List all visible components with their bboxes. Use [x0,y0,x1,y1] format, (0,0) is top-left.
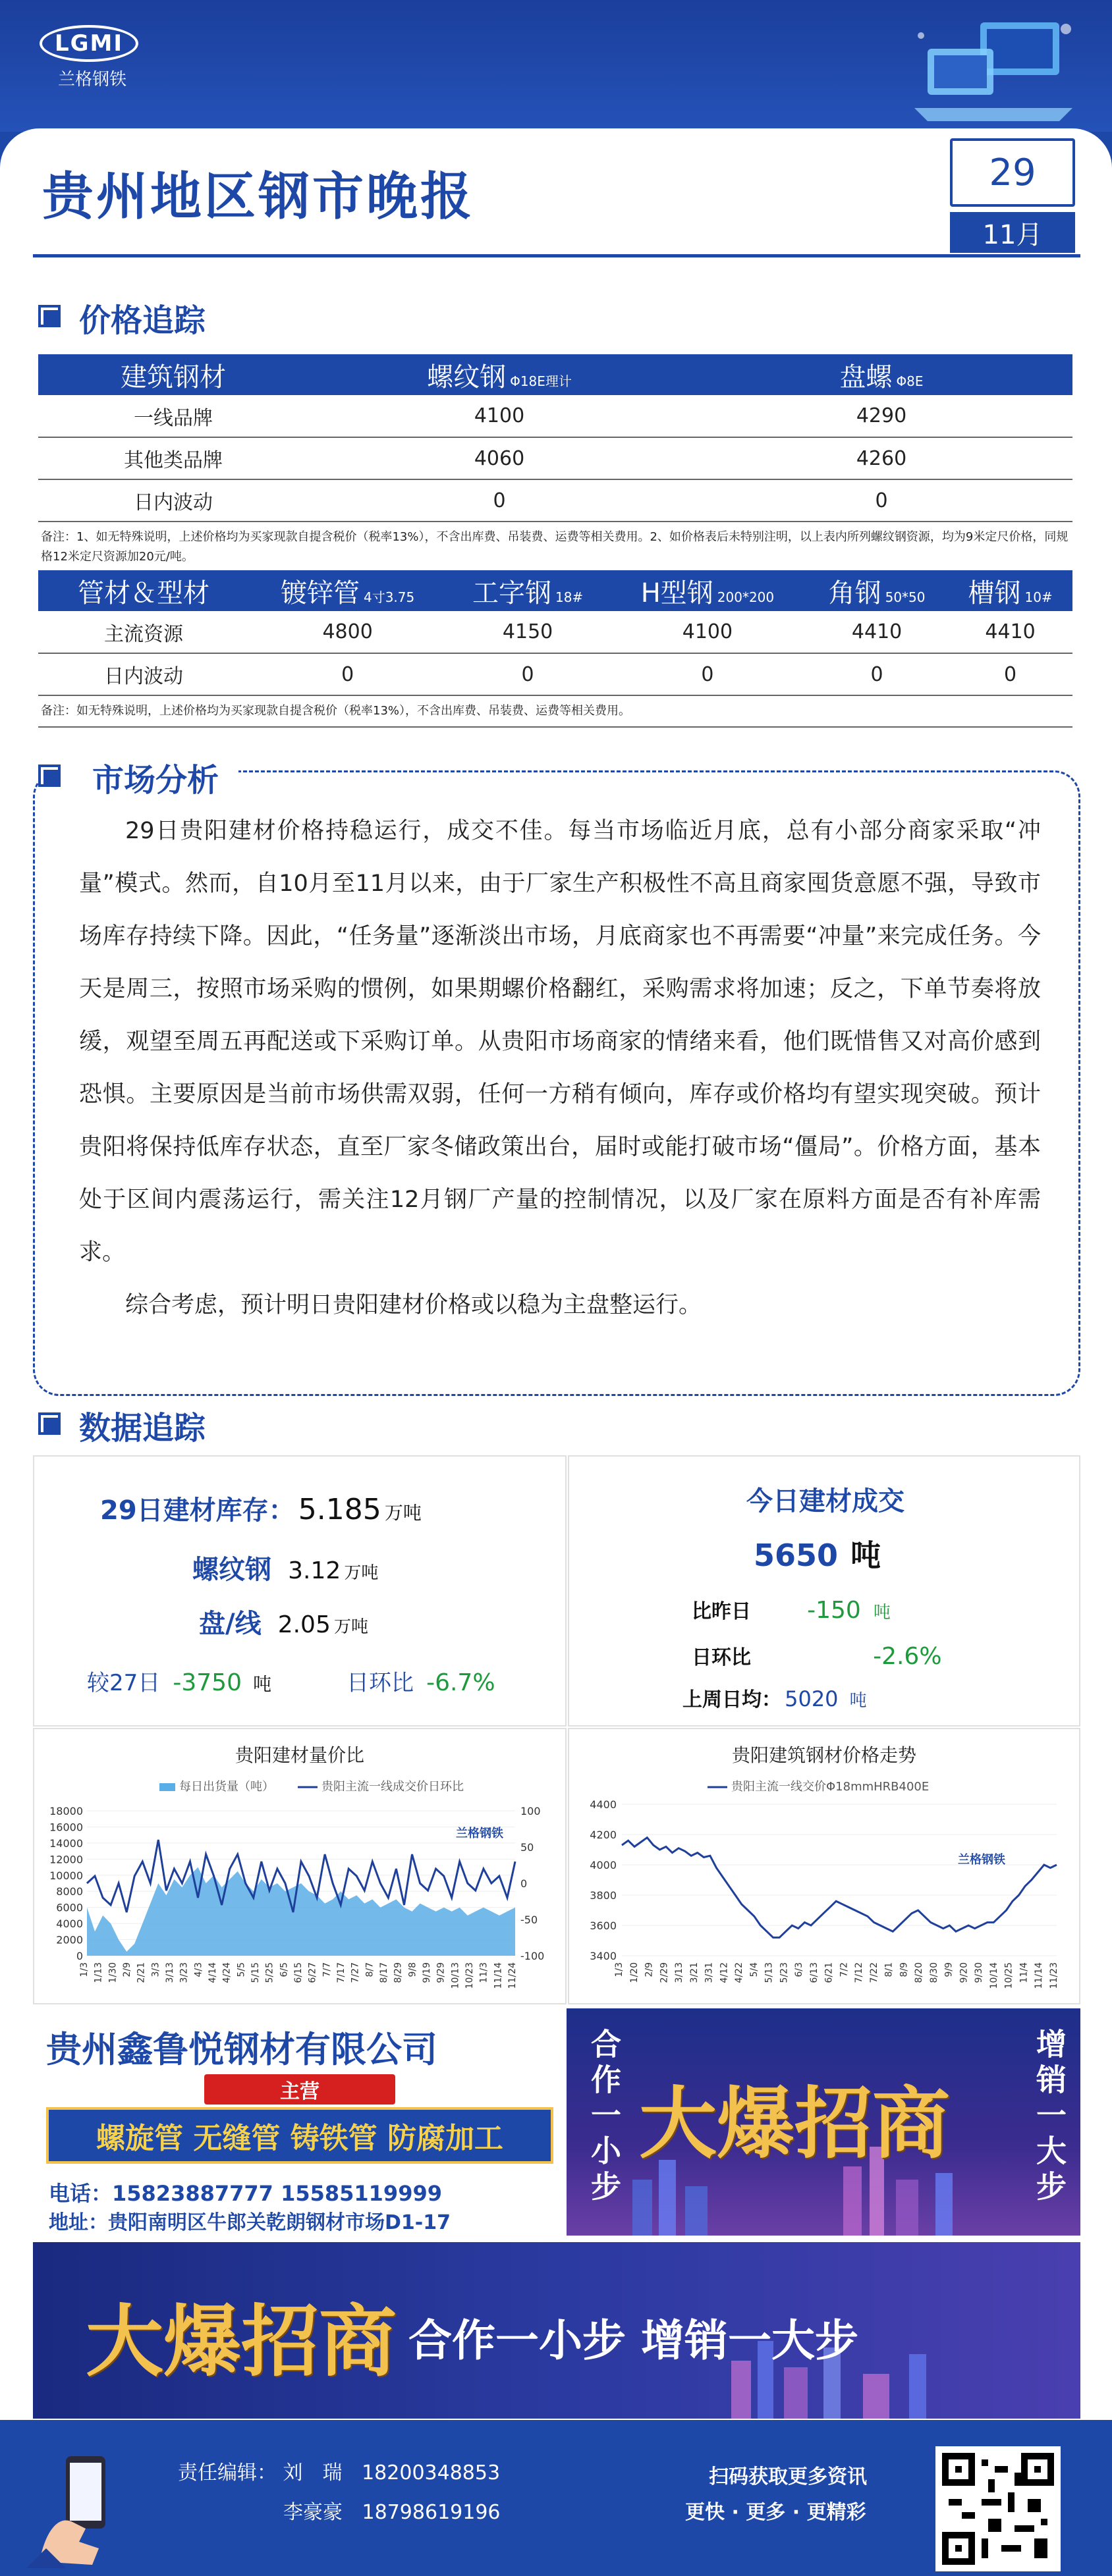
table1-note: 备注：1、如无特殊说明，上述价格均为买家现款自提含税价（税率13%），不含出库费、吊装费、运费等相关费用。2、如价格表后未特别注明，以上表内所列螺纹钢资源，均为9米定尺价格，同规格12米定尺资源加20元/吨。 [38,522,1072,574]
x-tick-label: 5/15 [250,1962,261,1983]
t1-head-c1: 螺纹钢 Φ18E理计 [427,362,572,392]
date-badge [950,138,1075,257]
logo-cn: 兰格钢铁 [57,70,126,90]
y-tick-label: 14000 [49,1837,83,1850]
x-tick-label: 7/22 [868,1962,879,1983]
date-month: 11月 [950,212,1075,253]
volume-price-chart-panel [33,1728,567,2004]
x-tick-label: 3/13 [165,1962,175,1983]
legend-swatch-volume [159,1783,175,1791]
row-label: 日内波动 [38,479,308,522]
x-tick-label: 8/1 [883,1962,895,1977]
title-divider [33,254,1080,257]
t2-head-2: 工字钢 18# [472,577,584,608]
products-banner: 螺旋管 无缝管 铸铁管 防腐加工 [46,2107,553,2164]
row-label: 其他类品牌 [38,437,308,479]
table-row [38,479,1072,522]
x-tick-label: 9/9 [943,1962,955,1977]
analysis-title: 市场分析 [92,762,219,799]
trade-week-avg: 上周日均： 5020 吨 [682,1686,867,1711]
x-tick-label: 8/29 [393,1962,404,1983]
x-tick-label: 10/14 [988,1962,999,1989]
company-ad-left [33,2008,567,2236]
cell: 0 [609,653,806,695]
t2-head-5: 槽钢 10# [968,577,1053,608]
x-tick-label: 11/3 [478,1962,489,1983]
inventory-panel [33,1455,567,1727]
analysis-paragraph: 29日贵阳建材价格持稳运行，成交不佳。每当市场临近月底，总有小部分商家采取“冲量”模式。然而，自10月至11月以来，由于厂家生产积极性不高且商家囤货意愿不强，导致市场库存持续下降。因此，“任务量”逐渐淡出市场，月底商家也不再需要“冲量”来完成任务。今天是周三，按照市场采购的惯例，如果期螺价格翻红，采购需求将加速；反之，下单节奏将放缓，观望至周五再配送或下采购订单。从贵阳市场商家的情绪来看，他们既惜售又对高价感到恐惧。主要原因是当前市场供需双弱，任何一方稍有倾向，库存或价格均有望实现突破。预计贵阳将保持低库存状态，直至厂家冬储政策出台，届时或能打破市场“僵局”。价格方面，基本处于区间内震荡运行，需关注12月钢厂产量的控制情况，以及厂家在原料方面是否有补库需求。 [79,818,1041,1266]
qr-pattern [942,2453,1054,2565]
company-name: 贵州鑫鲁悦钢材有限公司 [46,2029,437,2070]
x-tick-label: 6/13 [808,1962,820,1983]
computer-illustration-icon [901,9,1086,128]
y2-tick-label: 50 [520,1841,534,1854]
legend-label: 贵阳主流一线成交价日环比 [321,1780,464,1794]
company-phone: 电话：15823887777 15585119999 [49,2181,442,2206]
price-trend-chart [569,1758,1082,2002]
inventory-total: 29日建材库存： 5.185 万吨 [100,1493,422,1526]
x-tick-label: 8/20 [914,1962,925,1983]
y-tick-label: 18000 [49,1805,83,1817]
table-row [38,653,1072,695]
x-tick-label: 1/3 [79,1962,90,1977]
x-tick-label: 8/30 [928,1962,939,1983]
page-title: 贵州地区钢市晚报 [42,167,475,227]
x-tick-label: 3/23 [179,1962,190,1983]
trade-vs-yesterday: 比昨日 -150 吨 [692,1597,891,1624]
y-tick-label: 3800 [590,1889,617,1902]
cell: 4100 [609,611,806,653]
table-row [38,611,1072,653]
banner-slogan-big: 大爆招商 [86,2295,397,2387]
y-tick-label: 2000 [56,1933,83,1946]
brand-logo [40,25,145,91]
x-tick-label: 11/24 [507,1962,518,1989]
y-tick-label: 4200 [590,1829,617,1841]
x-tick-label: 7/2 [839,1962,850,1977]
qr-caption-1: 扫码获取更多资讯 [709,2465,867,2488]
trade-volume: 5650 吨 [754,1538,881,1573]
x-tick-label: 5/23 [779,1962,790,1983]
x-tick-label: 5/5 [236,1962,247,1977]
x-tick-label: 3/13 [674,1962,685,1983]
t1-head-c0: 建筑钢材 [121,362,226,392]
x-tick-label: 4/3 [193,1962,204,1977]
slogan-right: 增销一大步 [1032,2028,1067,2206]
x-tick-label: 9/20 [959,1962,970,1983]
inventory-coil: 盘/线 2.05 万吨 [199,1609,368,1639]
x-tick-label: 7/12 [854,1962,865,1983]
t2-head-0: 管材＆型材 [78,577,209,608]
inventory-dod: 日环比 -6.7% [347,1669,495,1696]
x-tick-label: 8/17 [379,1962,389,1983]
main-business-badge: 主营 [204,2074,395,2105]
y-tick-label: 3400 [590,1950,617,1962]
x-tick-label: 1/30 [107,1962,119,1983]
x-tick-label: 10/23 [464,1962,475,1989]
x-tick-label: 3/3 [150,1962,161,1977]
rebar-change: 0 [308,479,690,522]
slogan-big: 大爆招商 [639,2078,951,2169]
y-tick-label: 0 [76,1950,83,1962]
x-tick-label: 6/3 [794,1962,805,1977]
x-tick-label: 6/27 [307,1962,318,1983]
x-tick-label: 1/13 [93,1962,104,1983]
x-tick-label: 9/29 [435,1962,447,1983]
x-tick-label: 7/17 [336,1962,347,1983]
x-tick-label: 11/23 [1049,1962,1059,1989]
table2-note: 备注：如无特殊说明，上述价格均为买家现款自提含税价（税率13%），不含出库费、吊装费、运费等相关费用。 [38,696,1072,728]
x-tick-label: 8/9 [899,1962,910,1977]
trade-panel [568,1455,1080,1727]
qr-code-icon[interactable] [935,2446,1061,2571]
section-square-icon [38,1412,65,1439]
section-square-icon [38,305,65,331]
qr-caption-2: 更快 · 更多 · 更精彩 [685,2501,866,2524]
t1-head-c2: 盘螺 Φ8E [839,362,924,392]
y-tick-label: 4000 [590,1859,617,1871]
coil-price: 4260 [690,437,1072,479]
watermark-logo: 兰格钢铁 [958,1853,1005,1867]
x-tick-label: 3/31 [704,1962,715,1983]
x-tick-label: 2/9 [122,1962,132,1977]
x-tick-label: 4/12 [719,1962,730,1983]
analysis-conclusion: 综合考虑，预计明日贵阳建材价格或以稳为主盘整运行。 [125,1292,702,1318]
legend-label: 每日出货量（吨） [179,1780,274,1794]
cell: 4150 [446,611,609,653]
table-row [38,395,1072,437]
data-section-title: 数据追踪 [79,1410,206,1447]
x-tick-label: 6/21 [823,1962,835,1983]
row-label: 一线品牌 [38,395,308,437]
recruit-ad [567,2008,1080,2236]
y2-tick-label: -100 [520,1950,545,1962]
t2-head-3: H型钢 200*200 [640,577,775,608]
data-section-header [38,1403,206,1448]
x-tick-label: 2/29 [659,1962,670,1983]
chart1-title: 贵阳建材量价比 [235,1744,364,1766]
x-tick-label: 11/14 [493,1962,504,1989]
x-tick-label: 4/24 [221,1962,233,1983]
price-table-1 [38,354,1072,574]
cell: 0 [806,653,948,695]
rebar-price: 4100 [308,395,690,437]
y-tick-label: 6000 [56,1901,83,1914]
x-tick-label: 5/25 [264,1962,275,1983]
price-section-title: 价格追踪 [79,302,206,339]
cell: 4800 [249,611,446,653]
section-square-icon [38,765,65,791]
analysis-body [79,805,1041,1331]
phone-hand-icon [26,2450,138,2568]
watermark-logo: 兰格钢铁 [456,1827,503,1840]
x-tick-label: 2/21 [136,1962,147,1983]
company-ad[interactable] [33,2008,1080,2236]
y-tick-label: 3600 [590,1919,617,1932]
cell: 4410 [806,611,948,653]
row-label: 主流资源 [38,611,249,653]
x-tick-label: 4/14 [208,1962,218,1983]
x-tick-label: 11/4 [1018,1962,1030,1983]
x-tick-label: 7/7 [321,1962,333,1977]
x-tick-label: 6/5 [279,1962,290,1977]
coil-change: 0 [690,479,1072,522]
volume-price-chart [34,1758,568,2002]
y2-tick-label: 100 [520,1805,541,1817]
x-tick-label: 8/7 [364,1962,375,1977]
y-tick-label: 16000 [49,1821,83,1834]
x-tick-label: 4/22 [734,1962,745,1983]
price-table-2 [38,570,1072,728]
editor-1: 责任编辑： 刘 瑞 18200348853 [178,2461,501,2484]
x-tick-label: 9/30 [974,1962,985,1983]
x-tick-label: 9/19 [422,1962,432,1983]
cell: 4410 [948,611,1072,653]
slogan-left: 合作一小步 [586,2028,622,2206]
x-tick-label: 2/9 [644,1962,655,1977]
inventory-rebar: 螺纹钢 3.12 万吨 [192,1555,379,1585]
legend-label: 贵阳主流一线交价Φ18mmHRB400E [731,1780,930,1794]
x-tick-label: 10/25 [1003,1962,1015,1989]
y-tick-label: 8000 [56,1885,83,1898]
x-tick-label: 10/13 [450,1962,461,1989]
cell: 0 [446,653,609,695]
row-label: 日内波动 [38,653,249,695]
x-tick-label: 9/8 [407,1962,418,1977]
chart2-title: 贵阳建筑钢材价格走势 [731,1744,916,1766]
trade-dod: 日环比 -2.6% [692,1643,942,1670]
cell: 0 [249,653,446,695]
price-section-header [38,295,206,340]
price-trend-chart-panel [568,1728,1080,2004]
y-tick-label: 12000 [49,1853,83,1866]
x-tick-label: 3/21 [688,1962,700,1983]
y2-tick-label: 0 [520,1877,528,1890]
inventory-compare: 较27日 -3750 吨 [87,1669,272,1696]
coil-price: 4290 [690,395,1072,437]
date-day: 29 [950,138,1075,207]
banner-slogan: 合作一小步 增销一大步 [408,2315,858,2366]
x-tick-label: 7/27 [350,1962,361,1983]
y2-tick-label: -50 [520,1914,538,1926]
recruit-banner[interactable] [33,2242,1080,2419]
rebar-price: 4060 [308,437,690,479]
y-tick-label: 4000 [56,1918,83,1931]
x-tick-label: 1/20 [628,1962,640,1983]
x-tick-label: 1/3 [614,1962,625,1977]
x-tick-label: 5/4 [748,1962,760,1977]
t2-head-4: 角钢 50*50 [828,577,926,608]
editor-2: 李豪豪 18798619196 [283,2501,501,2524]
x-tick-label: 5/13 [764,1962,775,1983]
logo-mark: LGMI [40,25,138,62]
x-tick-label: 6/15 [293,1962,304,1983]
analysis-header [38,755,238,800]
y-tick-label: 4400 [590,1798,617,1811]
trade-title: 今日建材成交 [746,1486,904,1516]
t2-head-1: 镀锌管 4寸3.75 [280,577,415,608]
y-tick-label: 10000 [49,1869,83,1882]
x-tick-label: 11/14 [1034,1962,1045,1989]
cell: 0 [948,653,1072,695]
company-address: 地址：贵阳南明区牛郎关乾朗钢材市场D1-17 [49,2211,451,2234]
table-row [38,437,1072,479]
